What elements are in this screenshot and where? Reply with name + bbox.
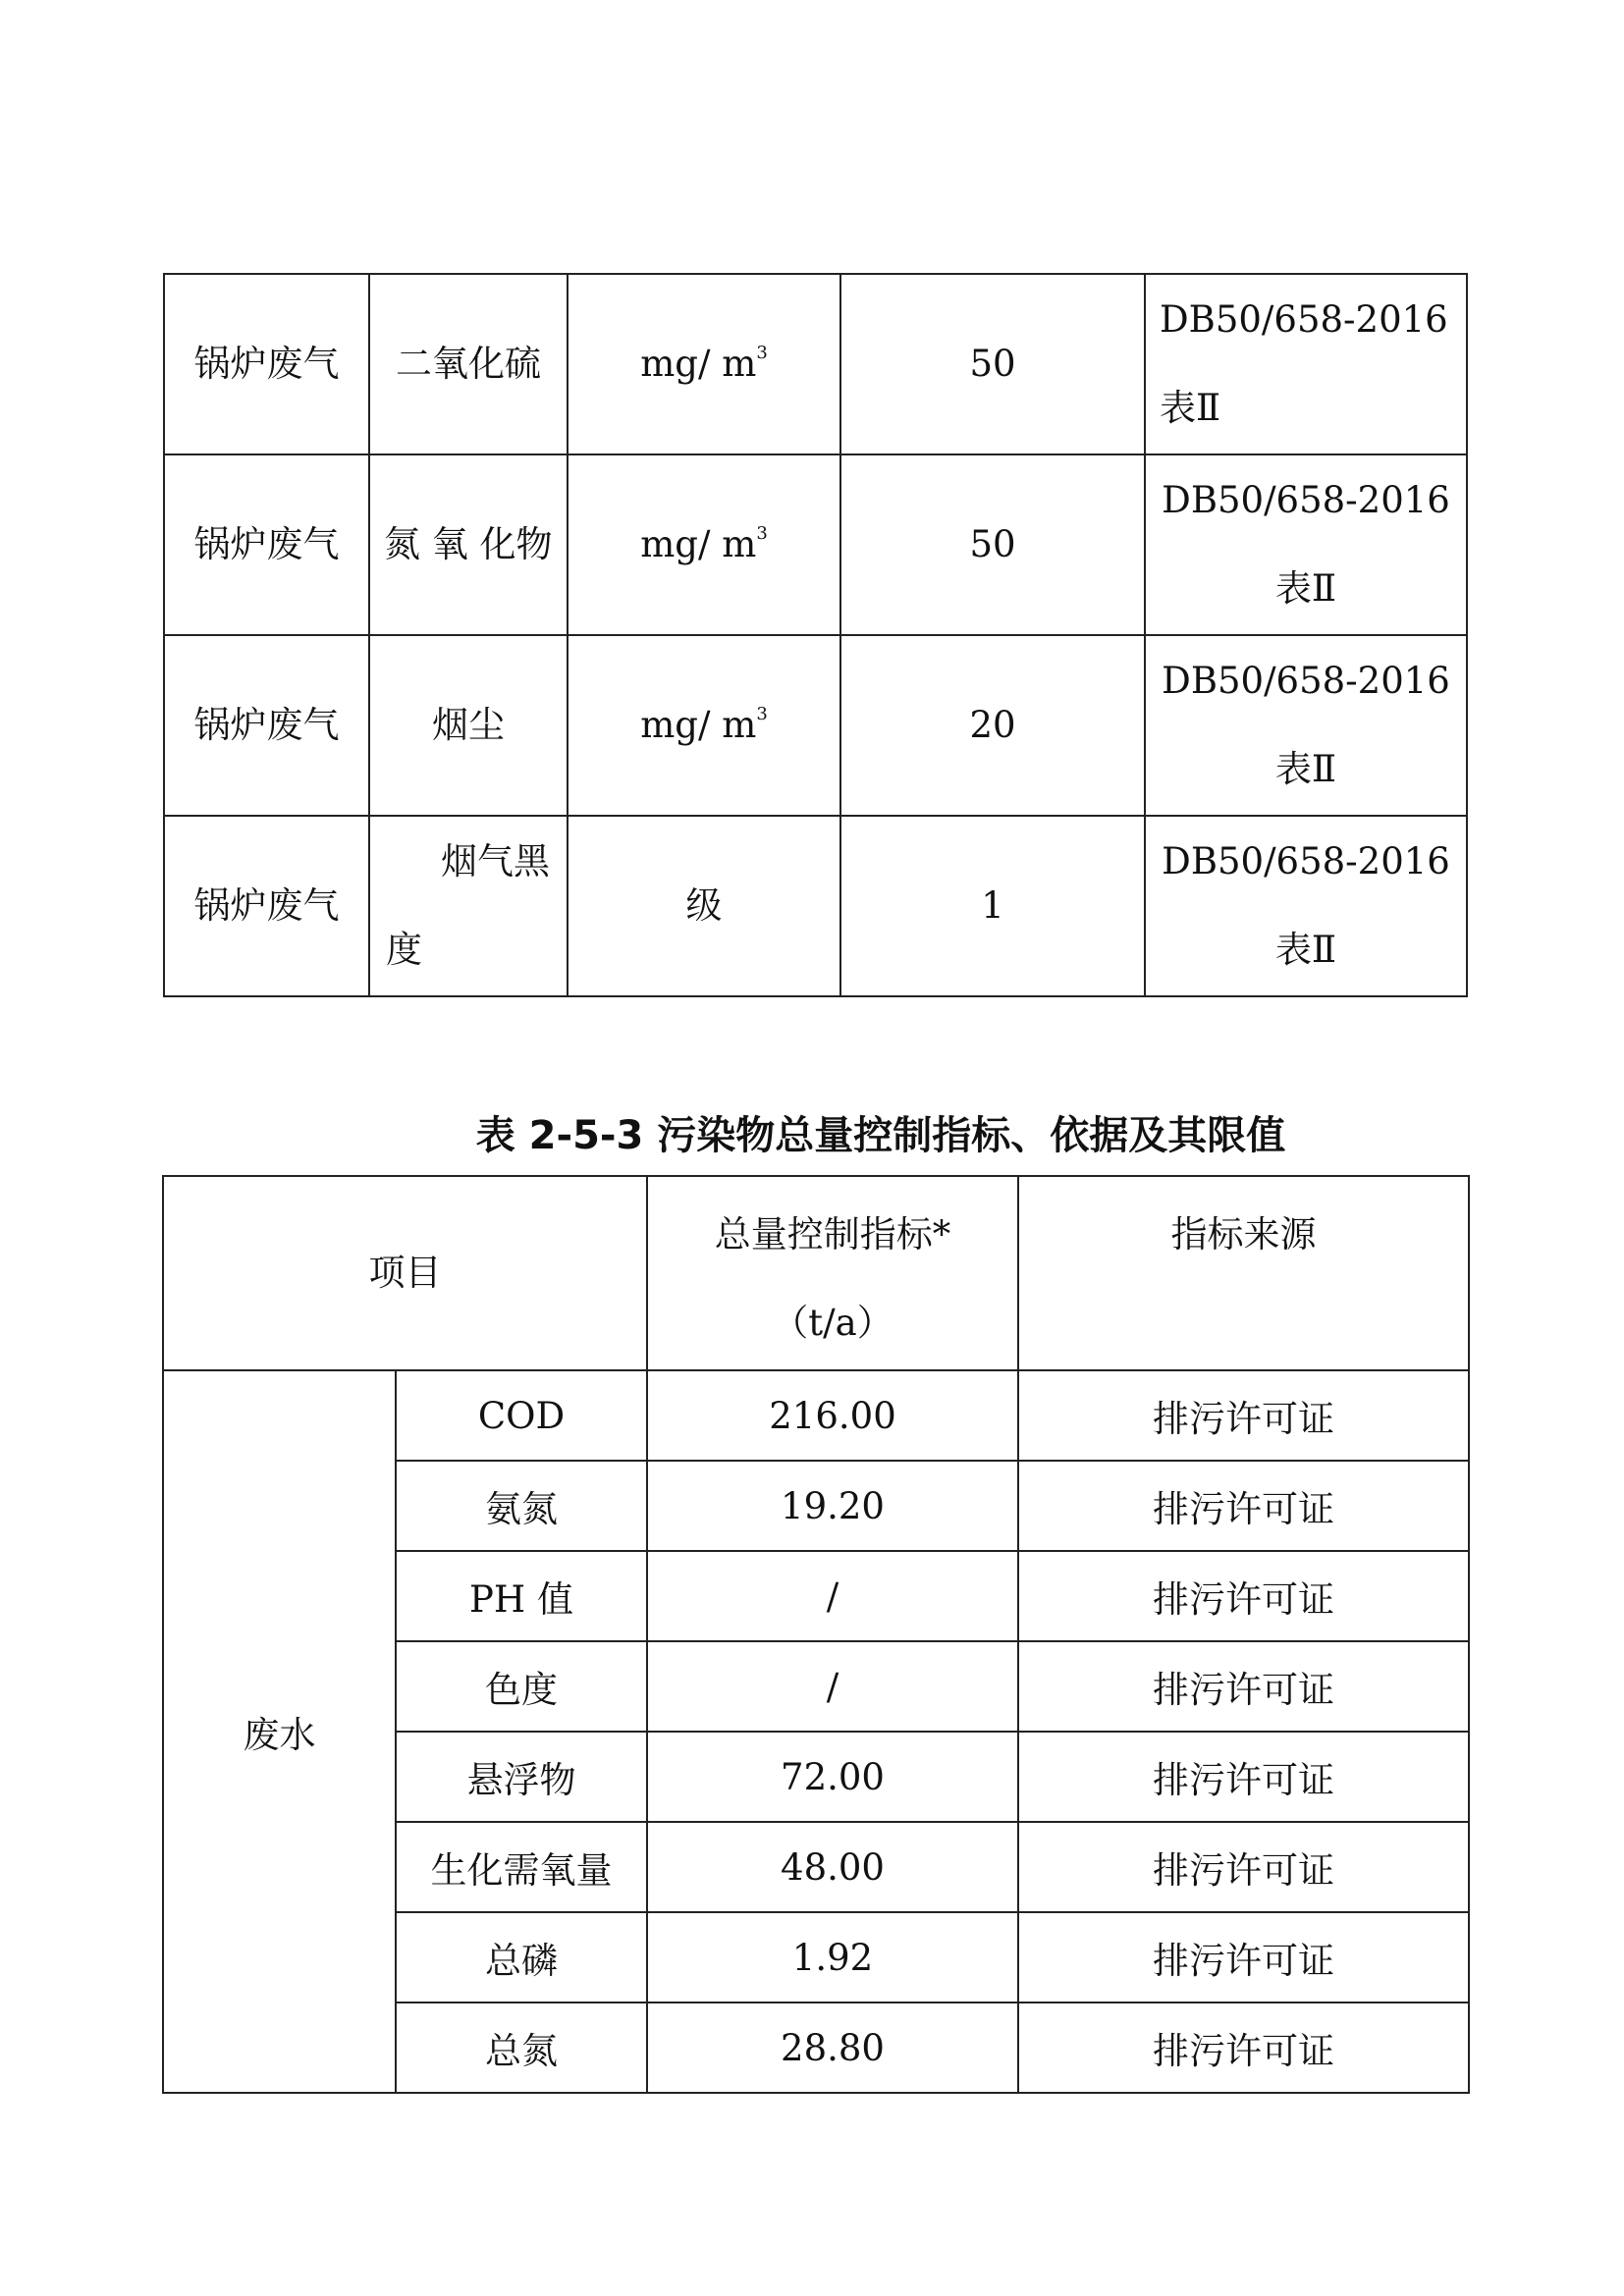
table-row (164, 274, 1467, 454)
value-cell: / (647, 1641, 1018, 1732)
category-cell: 锅炉废气 (164, 274, 369, 454)
source-cell: 排污许可证 (1018, 1822, 1469, 1912)
total-control-table (162, 1175, 1470, 2094)
table-row (164, 454, 1467, 635)
source-cell: 排污许可证 (1018, 1641, 1469, 1732)
value-cell: 19.20 (647, 1461, 1018, 1551)
category-cell: 锅炉废气 (164, 454, 369, 635)
source-header: 指标来源 (1018, 1176, 1469, 1370)
pollutant-cell: 总磷 (396, 1912, 647, 2002)
value-cell: 216.00 (647, 1370, 1018, 1461)
item-header: 项目 (163, 1176, 647, 1370)
source-cell: 排污许可证 (1018, 1551, 1469, 1641)
table-row (164, 816, 1467, 996)
value-cell: 28.80 (647, 2002, 1018, 2093)
source-cell: 排污许可证 (1018, 1461, 1469, 1551)
unit-cell: 级 (568, 816, 840, 996)
standard-cell: DB50/658-2016 表Ⅱ (1145, 274, 1467, 454)
source-cell: 排污许可证 (1018, 1370, 1469, 1461)
category-cell: 锅炉废气 (164, 635, 369, 816)
table-row (163, 1370, 1469, 1461)
pollutant-cell: 色度 (396, 1641, 647, 1732)
unit-cell: mg/ $m^3$ (568, 635, 840, 816)
pollutant-cell: PH 值 (396, 1551, 647, 1641)
source-cell: 排污许可证 (1018, 1912, 1469, 2002)
value-cell: 72.00 (647, 1732, 1018, 1822)
table-caption: 表 2-5-3 污染物总量控制指标、依据及其限值 (475, 1113, 1286, 1158)
value-cell: 1.92 (647, 1912, 1018, 2002)
standard-cell: DB50/658-2016 表Ⅱ (1145, 816, 1467, 996)
pollutant-cell: 氨氮 (396, 1461, 647, 1551)
pollutant-cell: 悬浮物 (396, 1732, 647, 1822)
unit-cell: mg/ $m^3$ (568, 454, 840, 635)
source-cell: 排污许可证 (1018, 2002, 1469, 2093)
value-cell: 48.00 (647, 1822, 1018, 1912)
pollutant-cell: 烟气黑度 (369, 816, 568, 996)
category-cell: 锅炉废气 (164, 816, 369, 996)
source-cell: 排污许可证 (1018, 1732, 1469, 1822)
limit-cell: 20 (840, 635, 1145, 816)
standard-cell: DB50/658-2016 表Ⅱ (1145, 635, 1467, 816)
unit-cell: mg/ $m^3$ (568, 274, 840, 454)
pollutant-cell: 氮 氧 化物 (369, 454, 568, 635)
pollutant-cell: 生化需氧量 (396, 1822, 647, 1912)
header-row (163, 1176, 1469, 1370)
limit-cell: 50 (840, 274, 1145, 454)
emission-limit-table (163, 273, 1468, 997)
table-row (164, 635, 1467, 816)
standard-cell: DB50/658-2016 表Ⅱ (1145, 454, 1467, 635)
value-cell: / (647, 1551, 1018, 1641)
group-cell: 废水 (163, 1370, 396, 2093)
limit-cell: 1 (840, 816, 1145, 996)
pollutant-cell: 二氧化硫 (369, 274, 568, 454)
limit-cell: 50 (840, 454, 1145, 635)
pollutant-cell: 烟尘 (369, 635, 568, 816)
index-header: 总量控制指标* （t/a） (647, 1176, 1018, 1370)
pollutant-cell: 总氮 (396, 2002, 647, 2093)
pollutant-cell: COD (396, 1370, 647, 1461)
